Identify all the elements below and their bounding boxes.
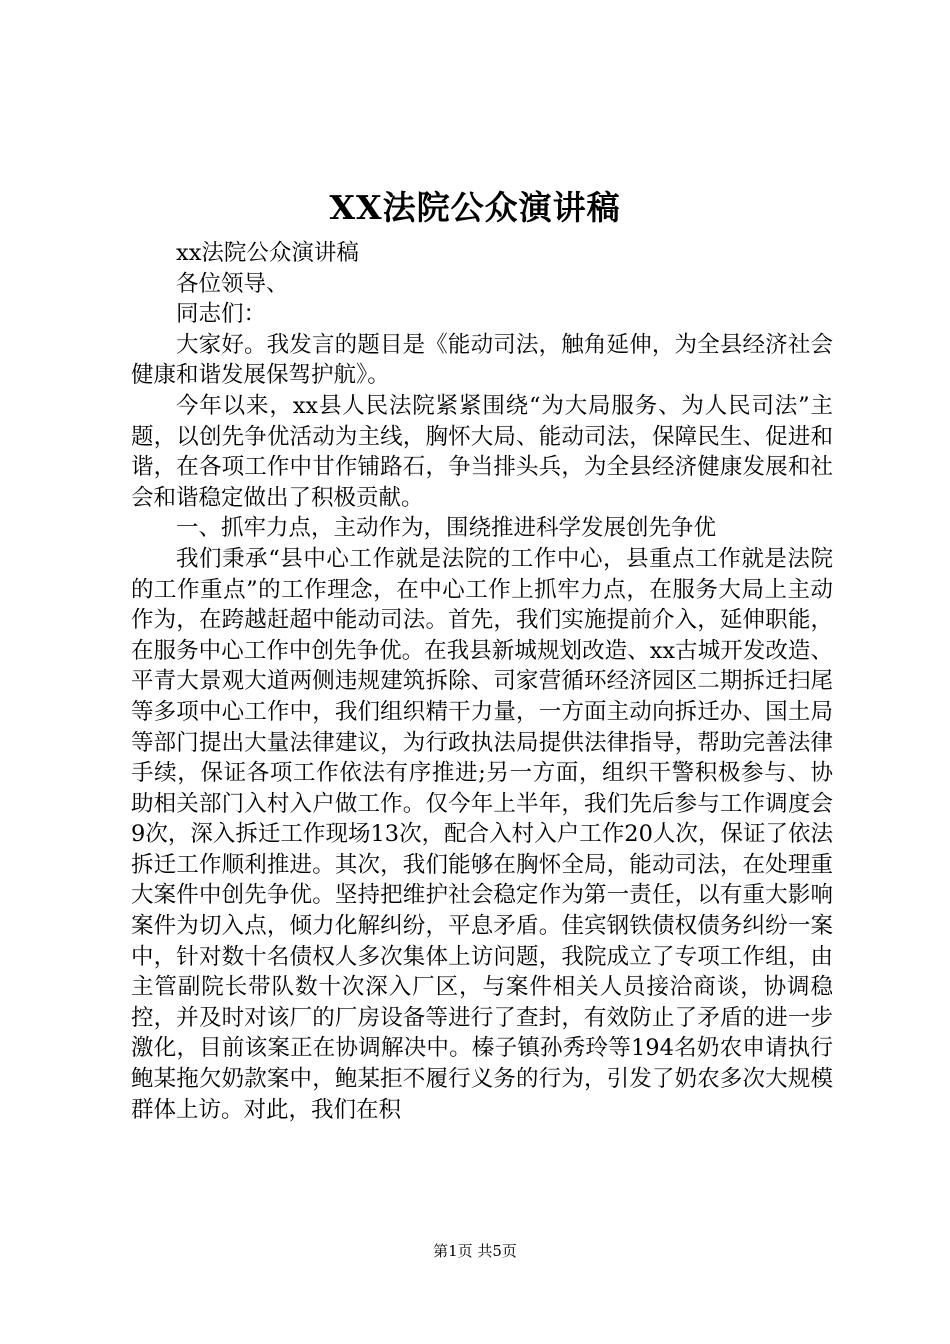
paragraph-overview: 今年以来，xx县人民法院紧紧围绕“为大局服务、为人民司法”主题，以创先争优活动为主线，胸怀大局、能动司法，保障民生、促进和谐，在各项工作中甘作铺路石，争当排头兵，为全县经济健康发展和社会和谐稳定做出了积极贡献。 bbox=[131, 392, 833, 511]
paragraph-subtitle: xx法院公众演讲稿 bbox=[176, 240, 359, 266]
section-heading-1: 一、抓牢力点，主动作为，围绕推进科学发展创先争优 bbox=[176, 515, 717, 542]
paragraph-section-1: 我们秉承“县中心工作就是法院的工作中心，县重点工作就是法院的工作重点”的工作理念，在中心工作上抓牢力点，在服务大局上主动作为，在跨越赶超中能动司法。首先，我们实施提前介入，延伸职能，在服务中心工作中创先争优。在我县新城规划改造、xx古城开发改造、平青大景观大道两侧违规建筑拆除、司家营循环经济园区二期拆迁扫尾等多项中心工作中，我们组织精干力量，一方面主动向拆迁办、国土局等部门提出大量法律建议，为行政执法局提供法律指导，帮助完善法律手续，保证各项工作依法有序推进;另一方面，组织干警积极参与、协助相关部门入村入户做工作。仅今年上半年，我们先后参与工作调度会9次，深入拆迁工作现场13次，配合入村入户工作20人次，保证了依法拆迁工作顺利推进。其次，我们能够在胸怀全局，能动司法，在处理重大案件中创先争优。坚持把维护社会稳定作为第一责任，以有重大影响案件为切入点，倾力化解纠纷，平息矛盾。佳宾钢铁债权债务纠纷一案中，针对数十名债权人多次集体上访问题，我院成立了专项工作组，由主管副院长带队数十次深入厂区，与案件相关人员接洽商谈，协调稳控，并及时对该厂的厂房设备等进行了查封，有效防止了矛盾的进一步激化，目前该案正在协调解决中。榛子镇孙秀玲等194名奶农申请执行鲍某拖欠奶款案中，鲍某拒不履行义务的行为，引发了奶农多次大规模群体上访。对此，我们在积 bbox=[131, 545, 833, 1123]
paragraph-salutation-1: 各位领导、 bbox=[176, 270, 289, 297]
document-title: XX法院公众演讲稿 bbox=[329, 188, 621, 227]
paragraph-salutation-2: 同志们： bbox=[176, 301, 267, 328]
document-body bbox=[131, 238, 833, 1125]
page-footer: 第1页 共5页 bbox=[433, 1242, 517, 1260]
paragraph-intro: 大家好。我发言的题目是《能动司法，触角延伸，为全县经济社会健康和谐发展保驾护航》。 bbox=[131, 331, 833, 389]
